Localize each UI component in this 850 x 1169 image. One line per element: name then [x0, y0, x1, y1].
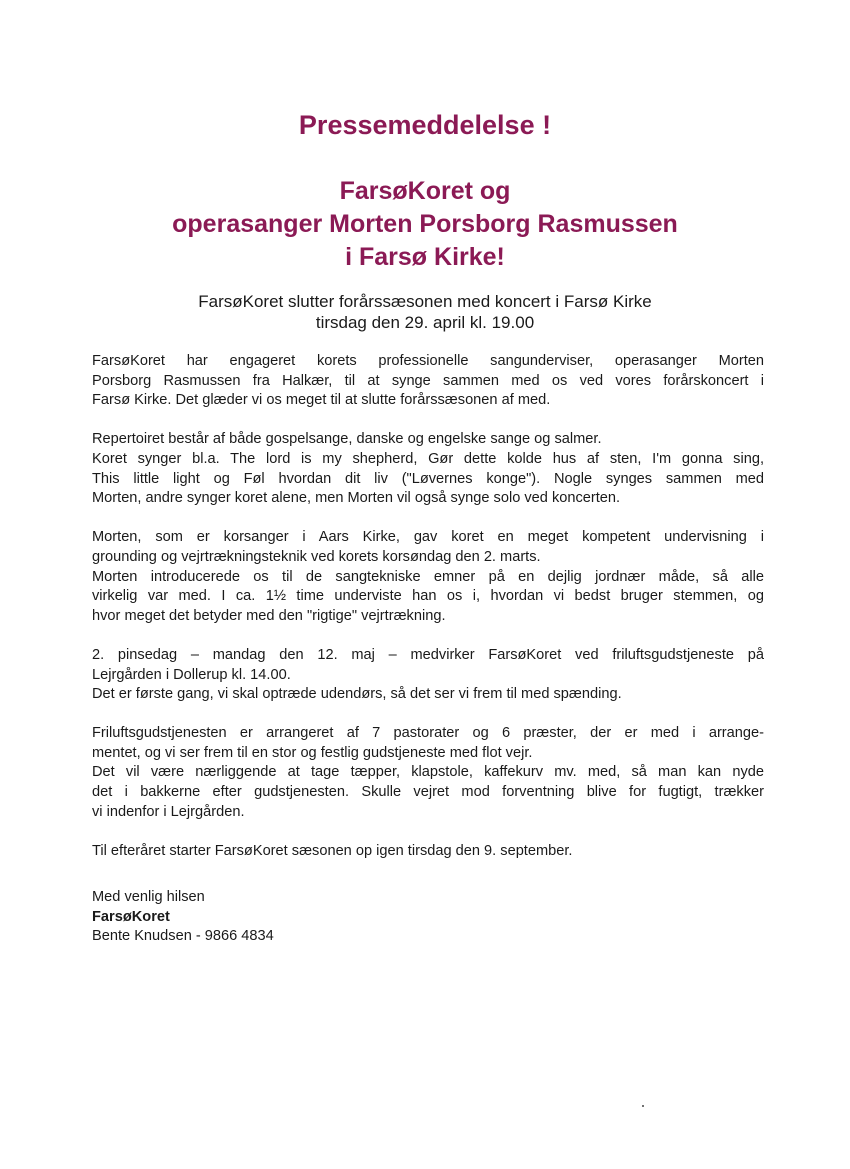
paragraph-outdoor-service: [92, 724, 764, 822]
text-line: Koret synger bl.a. The lord is my shepherd, Gør dette kolde hus af sten, I'm gonna sing,: [92, 450, 764, 467]
paragraph-repertoire: [92, 430, 764, 508]
text-line: Porsborg Rasmussen fra Halkær, til at synge sammen med os ved vores forårskoncert i: [92, 372, 764, 389]
text-line: det i bakkerne efter gudstjenesten. Skulle vejret mod forventning blive for fugtigt, trækker: [92, 784, 764, 801]
paragraph-autumn: [92, 842, 764, 862]
text-line: hvor meget det betyder med den "rigtige" vejrtrækning.: [92, 607, 446, 624]
concert-announcement-line: FarsøKoret slutter forårssæsonen med koncert i Farsø Kirke: [198, 292, 652, 311]
text-line: Morten introducerede os til de sangtekniske emner på en dejlig jordnær måde, så alle: [92, 568, 764, 585]
text-line: 2. pinsedag – mandag den 12. maj – medvirker FarsøKoret ved friluftsgudstjeneste på: [92, 646, 764, 663]
text-line: Repertoiret består af både gospelsange, danske og engelske sange og salmer.: [92, 431, 602, 448]
text-line: Til efteråret starter FarsøKoret sæsonen op igen tirsdag den 9. september.: [92, 842, 573, 859]
text-line: Morten, andre synger koret alene, men Morten vil også synge solo ved koncerten.: [92, 490, 621, 507]
press-release-title: Pressemeddelelse !: [298, 110, 552, 140]
event-headline-line: FarsøKoret og: [339, 177, 511, 205]
contact-line: Bente Knudsen - 9866 4834: [92, 928, 274, 945]
text-line: Farsø Kirke. Det glæder vi os meget til at slutte forårssæsonen af med.: [92, 392, 551, 409]
concert-announcement: [0, 291, 850, 333]
concert-announcement-line: tirsdag den 29. april kl. 19.00: [315, 313, 535, 332]
organization-name: FarsøKoret: [92, 908, 170, 925]
event-headline: [0, 175, 850, 274]
text-line: Det er første gang, vi skal optræde udendørs, så det ser vi frem til med spænding.: [92, 686, 622, 703]
greeting: Med venlig hilsen: [92, 889, 205, 905]
text-line: mentet, og vi ser frem til en stor og festlig gudstjeneste med flot vejr.: [92, 744, 533, 761]
text-line: Det vil være nærliggende at tage tæpper, klapstole, kaffekurv mv. med, så man kan nyde: [92, 764, 764, 781]
text-line: This little light og Føl hvordan dit liv ("Løvernes konge"). Nogle synges sammen med: [92, 470, 764, 487]
text-line: Lejrgården i Dollerup kl. 14.00.: [92, 666, 291, 683]
paragraph-engagement: [92, 352, 764, 411]
body-text: [92, 352, 764, 881]
paragraph-workshop: [92, 528, 764, 626]
signoff: [92, 888, 274, 947]
text-line: Morten, som er korsanger i Aars Kirke, gav koret en meget kompetent undervisning i: [92, 529, 764, 546]
event-headline-line: i Farsø Kirke!: [345, 243, 505, 271]
paragraph-pentecost: [92, 646, 764, 705]
text-line: vi indenfor i Lejrgården.: [92, 803, 245, 820]
event-headline-line: operasanger Morten Porsborg Rasmussen: [172, 210, 678, 238]
text-line: grounding og vejrtrækningsteknik ved korets korsøndag den 2. marts.: [92, 548, 541, 565]
text-line: Friluftsgudstjenesten er arrangeret af 7 pastorater og 6 præster, der er med i arrange-: [92, 725, 764, 742]
scan-speck: [642, 1105, 644, 1107]
text-line: FarsøKoret har engageret korets professionelle sangunderviser, operasanger Morten: [92, 353, 764, 369]
text-line: virkelig var med. I ca. 1½ time underviste han os i, hvordan vi bedst bruger stemmen, og: [92, 588, 764, 605]
